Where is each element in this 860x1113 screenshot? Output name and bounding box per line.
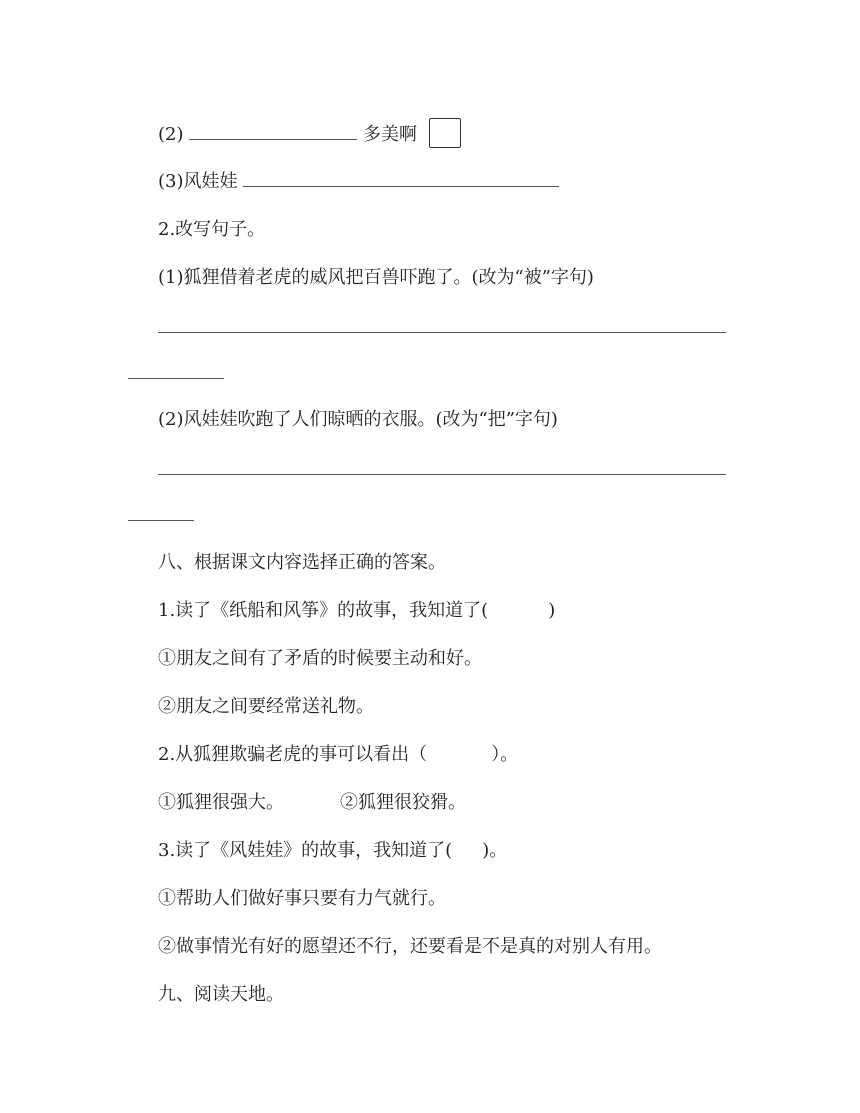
question-3-fill-line xyxy=(158,170,559,194)
choice-2-options xyxy=(158,791,466,815)
section-rewrite-heading: 2.改写句子。 xyxy=(158,219,266,240)
choice-question-3 xyxy=(158,839,507,863)
rewrite-question-1: (1)狐狸借着老虎的威风把百兽吓跑了。(改为“被”字句) xyxy=(158,267,594,288)
punctuation-box[interactable] xyxy=(429,118,461,148)
rewrite-answer-line-1b[interactable] xyxy=(128,378,224,379)
rewrite-answer-line-2b[interactable] xyxy=(128,520,194,521)
rewrite-answer-line-2a[interactable] xyxy=(158,474,726,475)
answer-blank-3[interactable] xyxy=(243,170,559,187)
choice-question-2-text: 2.从狐狸欺骗老虎的事可以看出（ xyxy=(158,744,428,765)
choice-question-1-text: 1.读了《纸船和风筝》的故事，我知道了( xyxy=(158,600,489,621)
choice-question-3-close: )。 xyxy=(482,840,508,861)
question-2-fill-line xyxy=(158,120,461,150)
question-2-suffix: 多美啊 xyxy=(362,124,417,145)
choice-question-2-close: ）。 xyxy=(491,744,519,765)
choice-1-option-b: ②朋友之间要经常送礼物。 xyxy=(158,696,374,717)
rewrite-answer-line-1a[interactable] xyxy=(158,332,726,333)
choice-3-option-b: ②做事情光有好的愿望还不行，还要看是不是真的对别人有用。 xyxy=(158,936,662,957)
answer-blank-2[interactable] xyxy=(189,123,357,140)
rewrite-question-2: (2)风娃娃吹跑了人们晾晒的衣服。(改为“把”字句) xyxy=(158,409,558,430)
choice-2-option-a: ①狐狸很强大。 xyxy=(158,792,284,813)
question-3-label: (3)风娃娃 xyxy=(158,171,238,192)
choice-question-1-close: ) xyxy=(548,600,556,621)
question-2-label: (2) xyxy=(158,124,190,145)
section-8-heading: 八、根据课文内容选择正确的答案。 xyxy=(158,552,446,573)
section-9-heading: 九、阅读天地。 xyxy=(158,984,284,1005)
choice-question-3-text: 3.读了《风娃娃》的故事，我知道了( xyxy=(158,840,453,861)
choice-3-option-a: ①帮助人们做好事只要有力气就行。 xyxy=(158,888,446,909)
choice-question-2 xyxy=(158,743,518,767)
choice-2-option-b: ②狐狸很狡猾。 xyxy=(340,792,466,813)
choice-question-1 xyxy=(158,599,555,623)
choice-1-option-a: ①朋友之间有了矛盾的时候要主动和好。 xyxy=(158,648,482,669)
